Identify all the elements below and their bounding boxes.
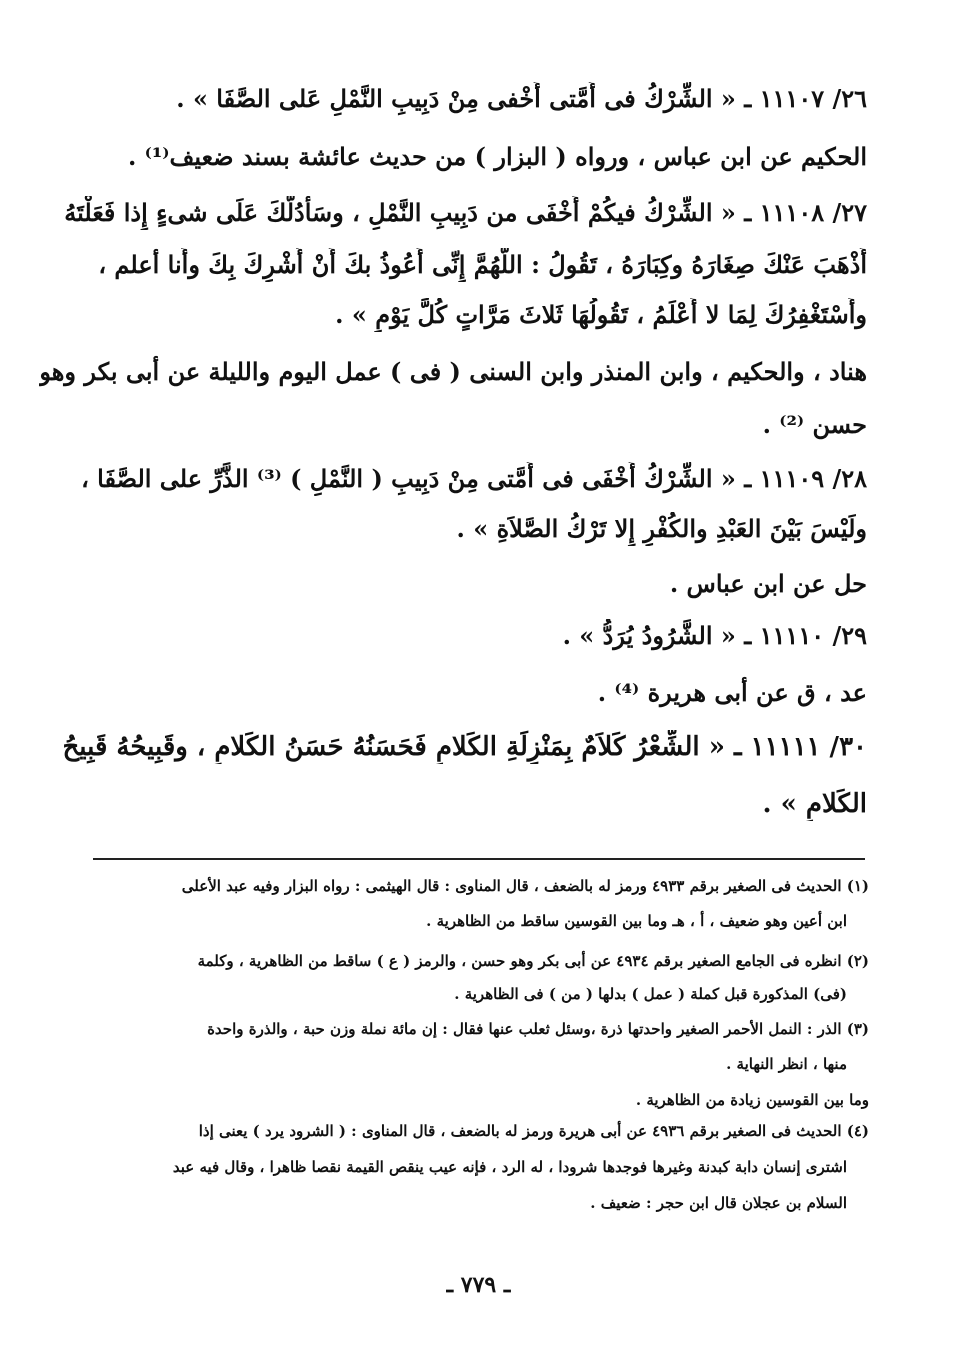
hadith-line-11: ٢٩/ ١١١١٠ ـ « الشَّرُودُ يُرَدُّ » . bbox=[562, 621, 867, 650]
hadith-line-8: ٢٨/ ١١١٠٩ ـ « الشِّرْكُ أَخْفَى فى أُمَّتى مِنْ دَبِيبِ ( النَّمْلِ ) ⁽³⁾ الذَّرِّ على الصَّفَا ، bbox=[81, 464, 867, 493]
footnote-1-line-2: ابن أعين وهو ضعيف ، أ ، هـ وما بين القوسين ساقط من الظاهرية . bbox=[426, 912, 847, 930]
hadith-source-line-10: حل عن ابن عباس . bbox=[669, 569, 867, 598]
hadith-source-line-2: الحكيم عن ابن عباس ، ورواه ( البزار ) من حديث عائشة بسند ضعيف⁽¹⁾ . bbox=[127, 142, 867, 171]
footnote-4-line-1: (٤) الحديث فى الصغير برقم ٤٩٣٦ عن أبى هريرة ورمز له بالضعف ، قال المناوى : ( الشرود يرد ) يعنى إذا bbox=[198, 1122, 869, 1140]
footnote-2-line-1: (٢) انظره فى الجامع الصغير برقم ٤٩٣٤ عن أبى بكر وهو حسن ، والرمز ( ع ) ساقط من الظاهرية ، وكلمة bbox=[197, 952, 869, 970]
page-number: ـ ٧٧٩ ـ bbox=[446, 1272, 511, 1298]
hadith-line-14: الكَلامِ » . bbox=[762, 789, 867, 819]
hadith-line-1: ٢٦/ ١١١٠٧ ـ « الشِّرْكُ فى أُمَّتى أَخْفى مِنْ دَبِيبِ النَّمْلِ عَلى الصَّفَا » . bbox=[176, 84, 867, 113]
footnote-1-line-1: (١) الحديث فى الصغير برقم ٤٩٣٣ ورمز له بالضعف ، قال المناوى : قال الهيثمى : رواه البزار وفيه عبد الأعلى bbox=[181, 877, 869, 895]
hadith-line-5: وأَسْتَغْفِرُكَ لِمَا لا أَعْلَمُ ، تَقُولُهَا ثَلاثَ مَرَّاتٍ كُلَّ يَوْمٍ » . bbox=[335, 300, 867, 329]
hadith-source-line-6: هناد ، والحكيم ، وابن المنذر وابن السنى ( فى ) عمل اليوم والليلة عن أبى بكر وهو bbox=[39, 357, 867, 386]
footnote-separator bbox=[93, 858, 865, 860]
footnote-4-line-3: السلام بن عجلان قال ابن حجر : ضعيف . bbox=[590, 1194, 847, 1212]
hadith-source-line-12: عد ، ق عن أبى هريرة ⁽⁴⁾ . bbox=[597, 678, 867, 707]
hadith-line-9: ولَيْسَ بَيْنَ العَبْدِ والكُفْرِ إِلا تَرْكُ الصَّلاَةِ » . bbox=[456, 514, 867, 543]
footnote-3-line-3: وما بين القوسين زيادة من الظاهرية . bbox=[635, 1091, 869, 1109]
hadith-line-4: أَذْهَبَ عَنْكَ صِغَارَهُ وكِبَارَهُ ، تَقُولُ : اللَّهُمَّ إِنِّى أَعُوذُ بكَ أَنْ أُشْرِكَ بِكَ وأَنا أعلم ، bbox=[98, 250, 867, 279]
footnote-2-line-2: (فى) المذكورة قبل كملة ( عمل ) بدلها ( من ) فى الظاهرية . bbox=[454, 985, 847, 1003]
hadith-line-3: ٢٧/ ١١١٠٨ ـ « الشِّرْكُ فيكُمْ أَخْفَى من دَبِيبِ النَّمْلِ ، وسَأَدُلُّكَ عَلَى شىءٍ إِذا فَعَلْتَهُ bbox=[64, 198, 867, 227]
hadith-line-13: ٣٠/ ١١١١١ ـ « الشِّعْرُ كَلاَمٌ بِمَنْزِلَةِ الكَلامِ فَحَسَنُهُ حَسَنُ الكَلامِ ، وقَبِيحُهُ قَبِيحُ bbox=[62, 732, 867, 762]
footnote-3-line-2: منها ، انظر النهاية . bbox=[726, 1055, 847, 1073]
hadith-source-line-7: حسن ⁽²⁾ . bbox=[762, 410, 867, 439]
footnote-4-line-2: اشترى إنسان دابة كبدنة وغيرها فوجدها شرودا ، له الرد ، فإنه عيب ينقص القيمة نقصا ظاهرا ، وقال فيه عبد bbox=[172, 1158, 847, 1176]
footnote-3-line-1: (٣) الذر : النمل الأحمر الصغير واحدتها ذرة ،وسئل ثعلب عنها فقال : إن مائة نملة وزن حبة ، والذرة واحدة bbox=[207, 1020, 869, 1038]
